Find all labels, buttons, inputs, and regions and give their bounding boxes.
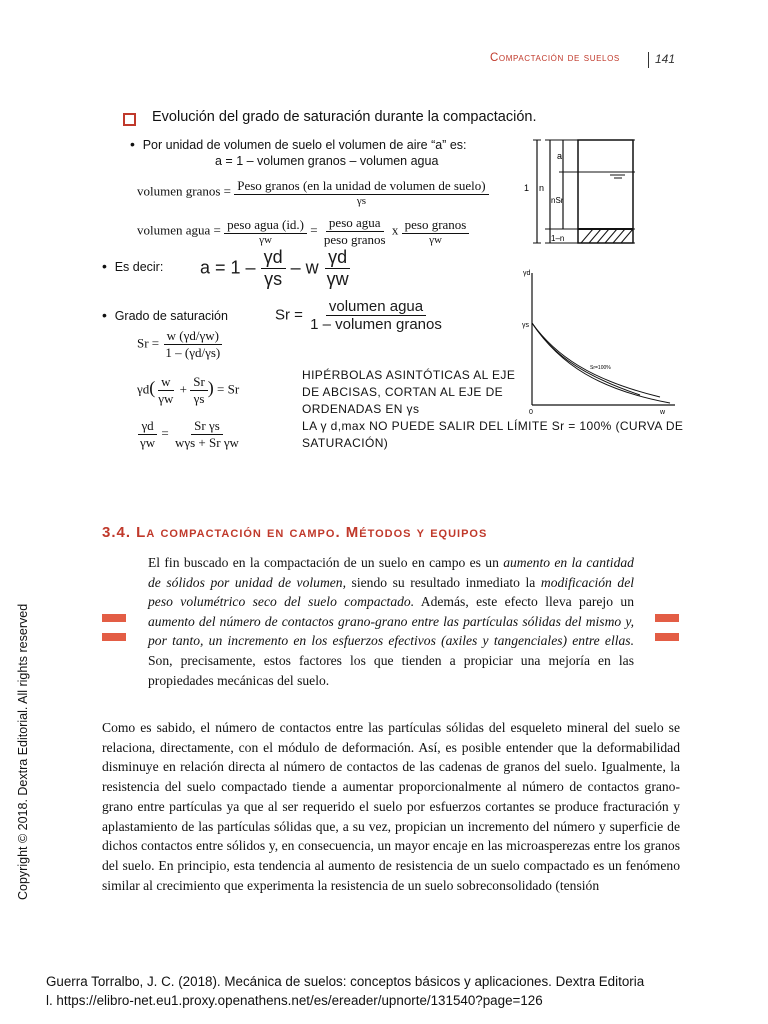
formula-air-content: a = 1 – $\frac{\gamma d}{\gamma s}$ – w $\frac{\gamma d}{\gamma w}$ [200,247,349,289]
side-marker-left-bottom [102,633,126,641]
body-paragraph: Como es sabido, el número de contactos entre las partículas sólidas del esqueleto mineral del suelo se relaciona, directamente, con el módulo de deformación. Así, es posible entender que la deformabilidad disminuye en relación directa al número de contactos de las cadenas de granos del suelo. Igualmente, la resistencia del suelo compactado tiende a aumentar proporcionalmente al número de contactos grano-grano entre partículas ya que al ser requerido el suelo por esfuerzos cortantes se produce fracturación y aplastamiento de las partículas sólidas que, a su vez, propician un incremento del número y superficie de dichos contactos entre sólidos y, en consecuencia, un mayor encaje en las microasperezas entre los granos del suelo. En principio, esta tendencia al aumento de resistencia de un suelo compactado es un fenómeno similar al crecimiento que experimenta la resistencia de un suelo sobreconsolidado (tensión [102,720,680,893]
running-header-title: Compactación de suelos [490,52,620,64]
air-volume-equation: a = 1 – volumen granos – volumen agua [215,154,439,168]
bullet-air-volume: • Por unidad de volumen de suelo el volumen de aire “a” es: [130,136,467,152]
label-one: 1 [524,183,530,193]
formula-density-ratio: $\frac{\gamma d}{\gamma w}$ = $\frac{\text{Sr γs}}{\text{wγs + Sr γw}}$ [140,418,239,450]
subsection-title: Evolución del grado de saturación durante la compactación. [152,109,537,125]
bullet-es-decir: • Es decir: [102,258,164,274]
label-saturation-curve: Sr=100% [590,365,611,371]
section-heading: 3.4. La compactación en campo. Métodos y equipos [102,524,488,541]
formula-volumen-granos: volumen granos = $\frac{\text{Peso granos (en la unidad de volumen de suelo)}}{\gamma s}$ [137,178,489,207]
bullet-icon: • [102,307,115,323]
label-gs: γs [522,322,529,329]
label-x-axis: w [660,409,666,416]
curve-2 [532,323,660,397]
header-divider [648,52,649,68]
label-n: n [539,183,545,193]
label-nsr: nSr [551,196,564,205]
hyperbola-note: HIPÉRBOLAS ASINTÓTICAS AL EJE DE ABCISAS, CORTAN AL EJE DE ORDENADAS EN γs LA γ d,max NO PUEDE SALIR DEL LÍMITE Sr = 100% (CURVA DE SATURACIÓN) [302,368,684,450]
citation-footer: Guerra Torralbo, J. C. (2018). Mecánica de suelos: conceptos básicos y aplicaciones. Dextra Editoria l. https://elibro-net.eu1.proxy.openathens.net/es/ereader/upnorte/131540?page=126 [46,974,645,1008]
side-marker-right-bottom [655,633,679,641]
copyright-notice: Copyright © 2018. Dextra Editorial. All rights reserved [16,603,30,900]
side-marker-left-top [102,614,126,622]
label-origin: 0 [529,409,533,416]
curve-1 [532,323,670,403]
formula-sr-expression: Sr = $\frac{w (\gamma d/\gamma w)}{1 - (\gamma d/\gamma s)}$ [137,328,221,360]
formula-sr-relation: γd( $\frac{w}{\gamma w}$ + $\frac{Sr}{\gamma s}$ ) = Sr [137,374,240,406]
bullet-icon: • [102,258,115,274]
label-a: a [557,151,563,161]
side-marker-right-top [655,614,679,622]
formula-sr-definition: Sr = $\frac{\text{volumen agua}}{\text{1 – volumen granos}}$ [275,298,442,333]
soil-phase-diagram [515,135,640,247]
page-number: 141 [655,52,676,66]
bullet-icon: • [130,136,143,152]
formula-volumen-agua: volumen agua = $\frac{\text{peso agua (id.)}}{\gamma w}$ = $\frac{\text{peso agua}}{\text{peso granos}}$ x $\frac{\text{peso granos}}{\gamma w}$ [137,215,469,248]
checkbox-square-icon [123,113,136,126]
fraction: $\frac{\text{Peso granos (en la unidad de volumen de suelo)}}{\gamma s}$ [234,178,488,207]
compaction-curves-diagram [520,265,680,417]
bullet-grado-saturacion: • Grado de saturación [102,307,228,323]
label-y-axis: γd [523,270,531,277]
label-one-minus-n: 1–n [551,234,565,243]
intro-paragraph: El fin buscado en la compactación de un suelo en campo es un aumento en la cantidad de sólidos por unidad de volumen, siendo su resultado inmediato la modificación del peso volumétrico seco del suelo compactado. Además, este efecto lleva parejo un aumento del número de contactos grano-grano entre las partículas sólidas del mismo y, por tanto, un incremento en los esfuerzos efectivos (axiles y tangenciales) entre ellas. Son, precisamente, estos factores los que tienden a propiciar una mejoría en las propiedades mecánicas del suelo. [148,555,635,688]
curve-3 [532,323,640,395]
